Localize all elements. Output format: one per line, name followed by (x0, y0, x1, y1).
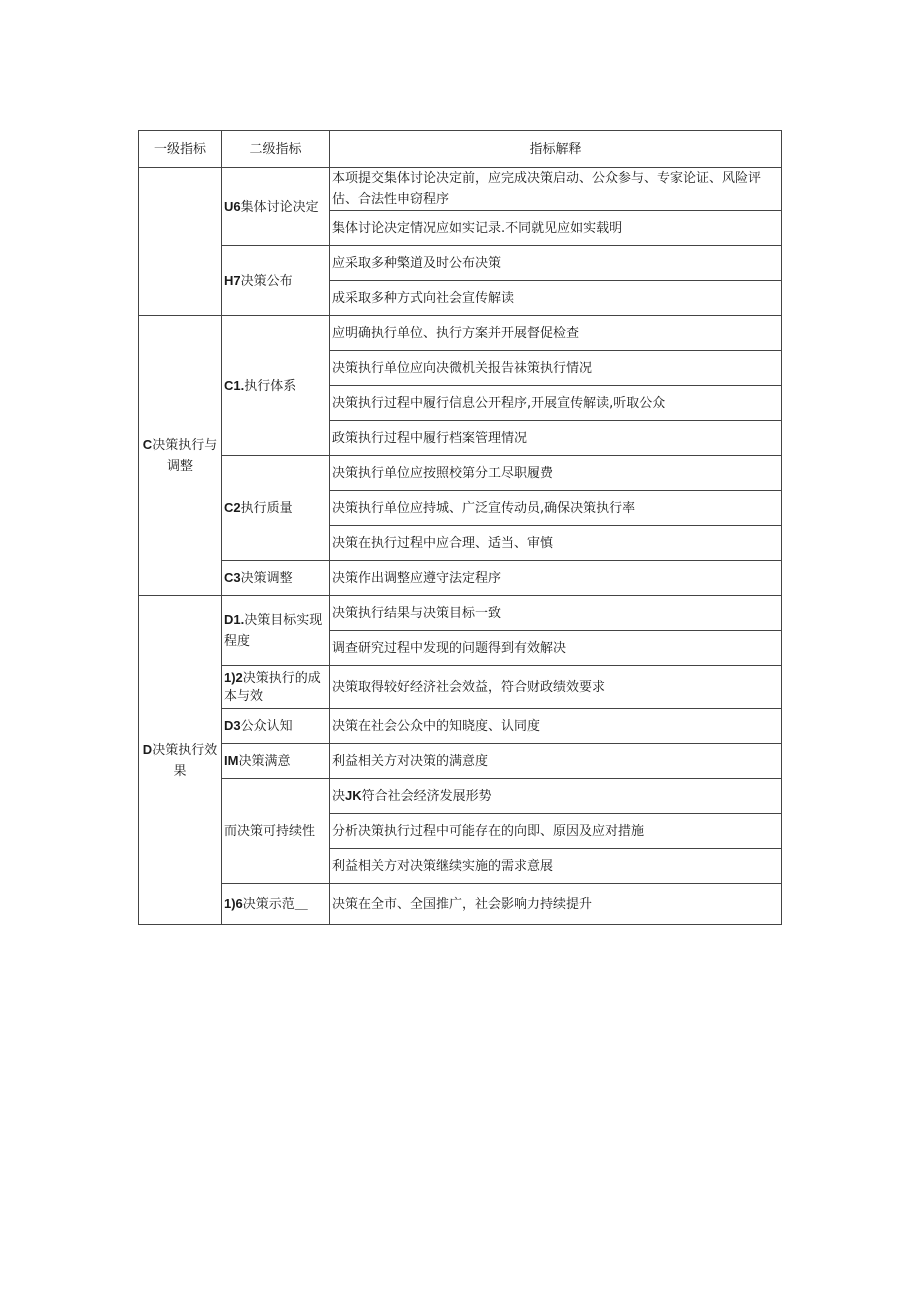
explanation-cell: 决策执行单位应按照校第分工尽职履费 (330, 456, 782, 491)
level1-cell (139, 596, 222, 925)
indicator-table (138, 130, 782, 925)
level2-code: D3 (224, 718, 241, 733)
level2-code: C1. (224, 377, 245, 393)
table-row (139, 596, 782, 631)
level2-code: H7 (224, 272, 241, 288)
header-row (139, 131, 782, 168)
level2-cell (222, 779, 330, 884)
level1-code: D (142, 741, 153, 757)
table-row (139, 779, 782, 814)
table-row (139, 744, 782, 779)
level2-text: 决策示范＿ (242, 897, 308, 912)
level2-text: 而决策可持续性 (224, 823, 316, 839)
level2-code: C2 (224, 500, 241, 515)
level2-cell (222, 168, 330, 246)
table-row (139, 246, 782, 281)
table-row (139, 884, 782, 925)
header-level1: 一级指标 (139, 131, 222, 168)
explanation-cell: 决策作出调整应遵守法定程序 (330, 561, 782, 596)
level2-cell (222, 596, 330, 666)
header-explanation: 指标解释 (330, 131, 782, 168)
level2-code: C3 (224, 570, 241, 585)
level2-cell (222, 884, 330, 925)
explanation-cell: 本项提交集体讨论决定前，应完成决策启动、公众参与、专家论证、风险评估、合法性申窃程序 (330, 168, 782, 211)
explanation-cell: 分析决策执行过程中可能存在的向即、原因及应对措施 (330, 814, 782, 849)
level2-code: D1. (224, 612, 245, 627)
explanation-cell: 调查研究过程中发现的问题得到有效解决 (330, 631, 782, 666)
level2-cell (222, 246, 330, 316)
table-row (139, 709, 782, 744)
explanation-cell: 政策执行过程中履行档案管理情况 (330, 421, 782, 456)
explanation-cell: 决策取得较好经济社会效益，符合财政绩效要求 (330, 666, 782, 709)
table-row (139, 456, 782, 491)
level2-text: 决策公布 (240, 273, 293, 289)
explanation-cell: 利益相关方对决策继续实施的需求意展 (330, 849, 782, 884)
explanation-cell: 应明确执行单位、执行方案并开展督促检查 (330, 316, 782, 351)
explanation-cell: 决策在社会公众中的知晓度、认同度 (330, 709, 782, 744)
explanation-cell: 决策执行结果与决策目标一致 (330, 596, 782, 631)
level2-text: 集体讨论决定 (240, 199, 319, 215)
level2-code: IM (224, 753, 239, 768)
explanation-text: 决JK符合社会经济发展形势 (332, 788, 492, 804)
explanation-cell: 利益相关方对决策的满意度 (330, 744, 782, 779)
level2-text: 公众认知 (240, 719, 293, 734)
table-row (139, 666, 782, 709)
level1-text: 决策执行效果 (152, 742, 218, 779)
explanation-cell: 成采取多种方式向社会宣传解读 (330, 281, 782, 316)
level2-code: 1)6 (224, 896, 243, 911)
level2-cell (222, 456, 330, 561)
level2-text: 决策执行的成本与效 (224, 670, 321, 704)
level2-cell (222, 709, 330, 744)
explanation-cell: 决策执行单位应向决微机关报告祙策执行情况 (330, 351, 782, 386)
level1-cell (139, 316, 222, 596)
level2-code: U6 (224, 198, 241, 214)
table-row (139, 561, 782, 596)
level1-code: C (142, 437, 153, 452)
level2-cell (222, 744, 330, 779)
explanation-cell: 集体讨论决定情况应如实记录.不同就见应如实载明 (330, 211, 782, 246)
level2-code: 1)2 (224, 669, 243, 685)
level2-cell (222, 561, 330, 596)
table-row (139, 168, 782, 211)
explanation-cell: 决策执行单位应持城、广泛宣传动员,确保决策执行率 (330, 491, 782, 526)
explanation-cell (330, 779, 782, 814)
explanation-cell: 决策在全市、全国推广，社会影响力持续提升 (330, 884, 782, 925)
level1-cell-empty (139, 168, 222, 316)
explanation-cell: 决策执行过程中履行信息公开程序,开展宣传解读,听取公众 (330, 386, 782, 421)
level2-text: 执行体系 (244, 378, 297, 394)
level2-text: 决策调整 (240, 571, 293, 586)
table-row (139, 316, 782, 351)
explanation-cell: 应采取多种檠道及时公布决策 (330, 246, 782, 281)
level2-text: 决策满意 (238, 754, 291, 769)
explanation-cell: 决策在执行过程中应合理、适当、审慎 (330, 526, 782, 561)
level2-text: 执行质量 (240, 501, 293, 516)
level2-text: 决策目标实现程度 (224, 613, 323, 649)
level2-cell (222, 666, 330, 709)
level2-cell (222, 316, 330, 456)
header-level2: 二级指标 (222, 131, 330, 168)
level1-text: 决策执行与调整 (152, 438, 218, 474)
